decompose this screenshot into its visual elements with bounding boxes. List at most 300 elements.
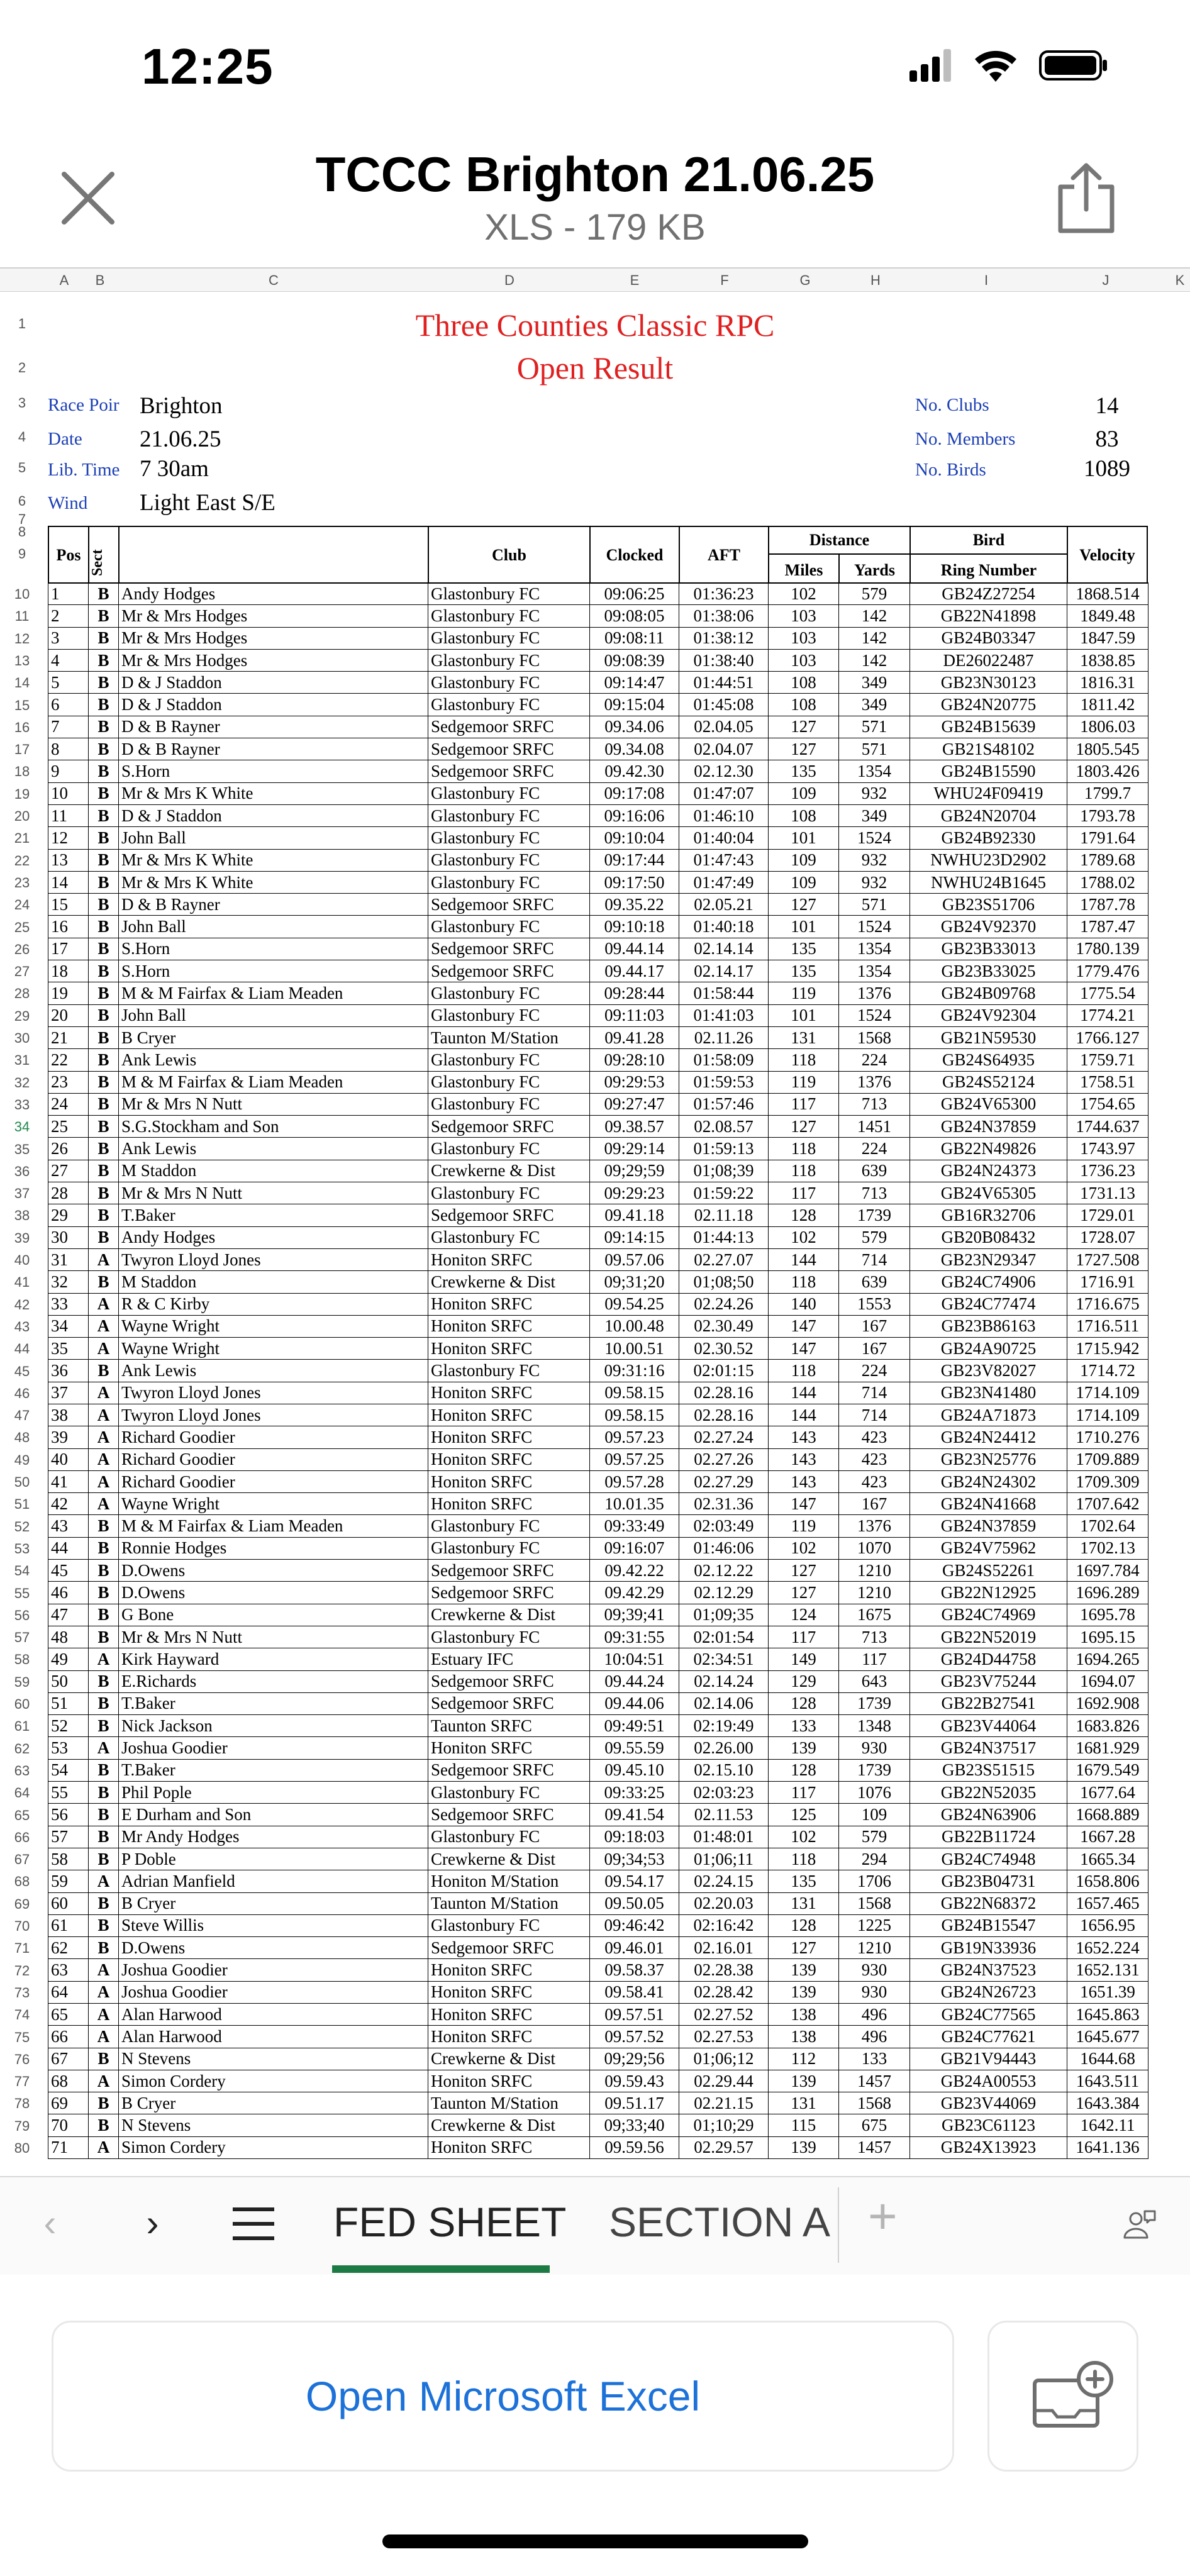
name-cell[interactable]: Andy Hodges	[119, 1226, 428, 1248]
yards-cell[interactable]: 932	[839, 871, 910, 893]
pos-cell[interactable]: 49	[48, 1648, 89, 1670]
sect-cell[interactable]: A	[89, 2004, 119, 2026]
name-cell[interactable]: Simon Cordery	[119, 2070, 428, 2092]
club-cell[interactable]: Glastonbury FC	[428, 827, 590, 849]
yards-cell[interactable]: 423	[839, 1426, 910, 1448]
row-number[interactable]: 35	[14, 1141, 30, 1157]
name-cell[interactable]: Richard Goodier	[119, 1426, 428, 1448]
clocked-cell[interactable]: 09.44.06	[590, 1692, 679, 1714]
club-cell[interactable]: Sedgemoor SRFC	[428, 1582, 590, 1604]
clocked-cell[interactable]: 09.42.22	[590, 1560, 679, 1582]
name-cell[interactable]: S.G.Stockham and Son	[119, 1116, 428, 1138]
yards-cell[interactable]: 1348	[839, 1715, 910, 1737]
name-cell[interactable]: T.Baker	[119, 1204, 428, 1226]
miles-cell[interactable]: 118	[769, 1271, 839, 1293]
miles-cell[interactable]: 117	[769, 1782, 839, 1804]
club-cell[interactable]: Sedgemoor SRFC	[428, 1804, 590, 1826]
name-cell[interactable]: D & B Rayner	[119, 738, 428, 760]
row-number[interactable]: 37	[14, 1185, 30, 1202]
name-cell[interactable]: Andy Hodges	[119, 583, 428, 605]
table-row[interactable]	[48, 1715, 1148, 1737]
name-cell[interactable]: M Staddon	[119, 1160, 428, 1182]
clocked-cell[interactable]: 09:11:03	[590, 1004, 679, 1026]
club-cell[interactable]: Honiton SRFC	[428, 1470, 590, 1492]
velocity-cell[interactable]: 1743.97	[1067, 1138, 1148, 1160]
table-row[interactable]	[48, 2048, 1148, 2070]
ring-number-cell[interactable]: GB21S48102	[910, 738, 1067, 760]
aft-cell[interactable]: 02.08.57	[679, 1116, 769, 1138]
row-number[interactable]: 11	[14, 608, 30, 625]
yards-cell[interactable]: 1210	[839, 1582, 910, 1604]
clocked-cell[interactable]: 09:16:07	[590, 1537, 679, 1559]
tab-section-a[interactable]: SECTION A	[609, 2199, 831, 2245]
table-row[interactable]	[48, 1338, 1148, 1360]
row-number[interactable]: 54	[14, 1563, 30, 1579]
table-row[interactable]	[48, 694, 1148, 716]
miles-cell[interactable]: 118	[769, 1848, 839, 1870]
miles-cell[interactable]: 103	[769, 627, 839, 649]
sect-cell[interactable]: B	[89, 1804, 119, 1826]
yards-cell[interactable]: 1354	[839, 938, 910, 960]
pos-cell[interactable]: 54	[48, 1759, 89, 1781]
aft-cell[interactable]: 02.15.10	[679, 1759, 769, 1781]
aft-cell[interactable]: 02:01:15	[679, 1360, 769, 1382]
yards-cell[interactable]: 142	[839, 627, 910, 649]
velocity-cell[interactable]: 1681.929	[1067, 1737, 1148, 1759]
miles-cell[interactable]: 135	[769, 1870, 839, 1892]
yards-cell[interactable]: 1376	[839, 1071, 910, 1093]
ring-number-cell[interactable]: NWHU23D2902	[910, 849, 1067, 871]
ring-number-cell[interactable]: GB23N41480	[910, 1382, 1067, 1404]
aft-cell[interactable]: 02.04.07	[679, 738, 769, 760]
club-cell[interactable]: Estuary IFC	[428, 1648, 590, 1670]
aft-cell[interactable]: 02.21.15	[679, 2092, 769, 2114]
aft-cell[interactable]: 02:03:23	[679, 1782, 769, 1804]
velocity-cell[interactable]: 1709.889	[1067, 1448, 1148, 1470]
name-cell[interactable]: Mr & Mrs K White	[119, 782, 428, 804]
table-row[interactable]	[48, 1182, 1148, 1204]
pos-cell[interactable]: 39	[48, 1426, 89, 1448]
club-cell[interactable]: Glastonbury FC	[428, 982, 590, 1004]
ring-number-cell[interactable]: GB24A71873	[910, 1404, 1067, 1426]
row-number[interactable]: 78	[14, 2096, 30, 2112]
table-row[interactable]	[48, 672, 1148, 694]
miles-cell[interactable]: 118	[769, 1049, 839, 1071]
miles-cell[interactable]: 128	[769, 1204, 839, 1226]
club-cell[interactable]: Honiton SRFC	[428, 1959, 590, 1981]
pos-cell[interactable]: 7	[48, 716, 89, 738]
club-cell[interactable]: Crewkerne & Dist	[428, 1848, 590, 1870]
name-cell[interactable]: M & M Fairfax & Liam Meaden	[119, 1515, 428, 1537]
sect-cell[interactable]: B	[89, 1515, 119, 1537]
row-number[interactable]: 43	[14, 1318, 30, 1335]
clocked-cell[interactable]: 09:18:03	[590, 1826, 679, 1848]
miles-cell[interactable]: 103	[769, 649, 839, 671]
pos-cell[interactable]: 29	[48, 1204, 89, 1226]
table-row[interactable]	[48, 1204, 1148, 1226]
row-number[interactable]: 14	[14, 675, 30, 691]
miles-cell[interactable]: 128	[769, 1692, 839, 1714]
aft-cell[interactable]: 02.12.30	[679, 760, 769, 782]
row-number[interactable]: 28	[14, 985, 30, 1002]
ring-number-cell[interactable]: GB19N33936	[910, 1937, 1067, 1959]
sect-cell[interactable]: B	[89, 760, 119, 782]
sect-cell[interactable]: A	[89, 1404, 119, 1426]
aft-cell[interactable]: 01:47:43	[679, 849, 769, 871]
aft-cell[interactable]: 02:03:49	[679, 1515, 769, 1537]
velocity-cell[interactable]: 1811.42	[1067, 694, 1148, 716]
row-number[interactable]: 33	[14, 1096, 30, 1113]
row-number[interactable]: 26	[14, 941, 30, 957]
row-number[interactable]: 22	[14, 852, 30, 869]
yards-cell[interactable]: 142	[839, 649, 910, 671]
aft-cell[interactable]: 01:44:13	[679, 1226, 769, 1248]
pos-cell[interactable]: 26	[48, 1138, 89, 1160]
aft-cell[interactable]: 02:16:42	[679, 1914, 769, 1936]
pos-cell[interactable]: 57	[48, 1826, 89, 1848]
club-cell[interactable]: Sedgemoor SRFC	[428, 960, 590, 982]
name-cell[interactable]: Alan Harwood	[119, 2026, 428, 2048]
row-number[interactable]: 9	[18, 546, 26, 562]
velocity-cell[interactable]: 1766.127	[1067, 1026, 1148, 1048]
sect-cell[interactable]: B	[89, 1537, 119, 1559]
pos-cell[interactable]: 37	[48, 1382, 89, 1404]
clocked-cell[interactable]: 09:27:47	[590, 1093, 679, 1115]
table-row[interactable]	[48, 1826, 1148, 1848]
aft-cell[interactable]: 02.11.53	[679, 1804, 769, 1826]
ring-number-cell[interactable]: GB21N59530	[910, 1026, 1067, 1048]
velocity-cell[interactable]: 1679.549	[1067, 1759, 1148, 1781]
ring-number-cell[interactable]: GB21V94443	[910, 2048, 1067, 2070]
velocity-cell[interactable]: 1694.07	[1067, 1670, 1148, 1692]
pos-cell[interactable]: 68	[48, 2070, 89, 2092]
sect-cell[interactable]: A	[89, 1493, 119, 1515]
menu-icon[interactable]	[233, 2207, 274, 2243]
name-cell[interactable]: Simon Cordery	[119, 2136, 428, 2158]
ring-number-cell[interactable]: GB23V44069	[910, 2092, 1067, 2114]
ring-number-cell[interactable]: GB24A90725	[910, 1338, 1067, 1360]
velocity-cell[interactable]: 1652.131	[1067, 1959, 1148, 1981]
miles-cell[interactable]: 101	[769, 1004, 839, 1026]
miles-cell[interactable]: 143	[769, 1470, 839, 1492]
clocked-cell[interactable]: 10:04:51	[590, 1648, 679, 1670]
sect-cell[interactable]: B	[89, 960, 119, 982]
aft-cell[interactable]: 01;08;39	[679, 1160, 769, 1182]
club-cell[interactable]: Honiton SRFC	[428, 1737, 590, 1759]
yards-cell[interactable]: 1451	[839, 1116, 910, 1138]
sect-cell[interactable]: B	[89, 1626, 119, 1648]
miles-cell[interactable]: 147	[769, 1493, 839, 1515]
row-number[interactable]: 8	[18, 524, 26, 540]
aft-cell[interactable]: 01:38:06	[679, 605, 769, 627]
clocked-cell[interactable]: 09:29:53	[590, 1071, 679, 1093]
miles-cell[interactable]: 117	[769, 1626, 839, 1648]
aft-cell[interactable]: 02.24.15	[679, 1870, 769, 1892]
aft-cell[interactable]: 01;06;11	[679, 1848, 769, 1870]
sect-cell[interactable]: A	[89, 2136, 119, 2158]
clocked-cell[interactable]: 09:08:39	[590, 649, 679, 671]
miles-cell[interactable]: 115	[769, 2114, 839, 2136]
ring-number-cell[interactable]: GB24N24373	[910, 1160, 1067, 1182]
ring-number-cell[interactable]: GB23B33013	[910, 938, 1067, 960]
row-number[interactable]: 51	[14, 1496, 30, 1513]
velocity-cell[interactable]: 1651.39	[1067, 1981, 1148, 2003]
velocity-cell[interactable]: 1714.109	[1067, 1382, 1148, 1404]
clocked-cell[interactable]: 09:10:04	[590, 827, 679, 849]
aft-cell[interactable]: 01:46:06	[679, 1537, 769, 1559]
ring-number-cell[interactable]: GB24N24412	[910, 1426, 1067, 1448]
club-cell[interactable]: Glastonbury FC	[428, 627, 590, 649]
column-header[interactable]: F	[720, 272, 729, 288]
ring-number-cell[interactable]: GB23C61123	[910, 2114, 1067, 2136]
miles-cell[interactable]: 128	[769, 1914, 839, 1936]
yards-cell[interactable]: 643	[839, 1670, 910, 1692]
velocity-cell[interactable]: 1645.863	[1067, 2004, 1148, 2026]
miles-cell[interactable]: 127	[769, 716, 839, 738]
sect-cell[interactable]: B	[89, 1204, 119, 1226]
club-cell[interactable]: Sedgemoor SRFC	[428, 1116, 590, 1138]
name-cell[interactable]: Joshua Goodier	[119, 1981, 428, 2003]
club-cell[interactable]: Honiton SRFC	[428, 1293, 590, 1315]
yards-cell[interactable]: 349	[839, 672, 910, 694]
miles-cell[interactable]: 119	[769, 1515, 839, 1537]
miles-cell[interactable]: 125	[769, 1804, 839, 1826]
sect-cell[interactable]: B	[89, 1271, 119, 1293]
aft-cell[interactable]: 02.29.44	[679, 2070, 769, 2092]
column-header[interactable]: G	[799, 272, 811, 288]
table-row[interactable]	[48, 916, 1148, 938]
pos-cell[interactable]: 32	[48, 1271, 89, 1293]
aft-cell[interactable]: 01:47:49	[679, 871, 769, 893]
row-number[interactable]: 42	[14, 1296, 30, 1313]
velocity-cell[interactable]: 1789.68	[1067, 849, 1148, 871]
club-cell[interactable]: Glastonbury FC	[428, 649, 590, 671]
name-cell[interactable]: Phil Pople	[119, 1782, 428, 1804]
table-row[interactable]	[48, 583, 1148, 605]
table-row[interactable]	[48, 1160, 1148, 1182]
miles-cell[interactable]: 139	[769, 1737, 839, 1759]
add-sheet-button[interactable]: +	[868, 2188, 898, 2244]
row-number[interactable]: 2	[18, 360, 26, 375]
sect-cell[interactable]: A	[89, 1470, 119, 1492]
table-row[interactable]	[48, 1026, 1148, 1048]
name-cell[interactable]: Wayne Wright	[119, 1338, 428, 1360]
aft-cell[interactable]: 01:44:51	[679, 672, 769, 694]
ring-number-cell[interactable]: GB23N29347	[910, 1248, 1067, 1270]
sect-cell[interactable]: B	[89, 827, 119, 849]
yards-cell[interactable]: 639	[839, 1271, 910, 1293]
yards-cell[interactable]: 133	[839, 2048, 910, 2070]
row-number[interactable]: 79	[14, 2118, 30, 2134]
velocity-cell[interactable]: 1709.309	[1067, 1470, 1148, 1492]
table-row[interactable]	[48, 1981, 1148, 2003]
name-cell[interactable]: Adrian Manfield	[119, 1870, 428, 1892]
aft-cell[interactable]: 02.11.18	[679, 1204, 769, 1226]
yards-cell[interactable]: 675	[839, 2114, 910, 2136]
pos-cell[interactable]: 40	[48, 1448, 89, 1470]
aft-cell[interactable]: 02.26.00	[679, 1737, 769, 1759]
pos-cell[interactable]: 21	[48, 1026, 89, 1048]
clocked-cell[interactable]: 09.44.14	[590, 938, 679, 960]
club-cell[interactable]: Glastonbury FC	[428, 1049, 590, 1071]
pos-cell[interactable]: 62	[48, 1937, 89, 1959]
name-cell[interactable]: John Ball	[119, 916, 428, 938]
clocked-cell[interactable]: 09:33:25	[590, 1782, 679, 1804]
table-row[interactable]	[48, 649, 1148, 671]
sect-cell[interactable]: A	[89, 1338, 119, 1360]
yards-cell[interactable]: 571	[839, 894, 910, 916]
sect-cell[interactable]: B	[89, 1759, 119, 1781]
club-cell[interactable]: Glastonbury FC	[428, 1360, 590, 1382]
miles-cell[interactable]: 138	[769, 2004, 839, 2026]
velocity-cell[interactable]: 1731.13	[1067, 1182, 1148, 1204]
velocity-cell[interactable]: 1657.465	[1067, 1892, 1148, 1914]
velocity-cell[interactable]: 1727.508	[1067, 1248, 1148, 1270]
velocity-cell[interactable]: 1715.942	[1067, 1338, 1148, 1360]
name-cell[interactable]: Mr & Mrs K White	[119, 871, 428, 893]
velocity-cell[interactable]: 1695.78	[1067, 1604, 1148, 1626]
name-cell[interactable]: Ank Lewis	[119, 1360, 428, 1382]
miles-cell[interactable]: 139	[769, 1959, 839, 1981]
sect-cell[interactable]: B	[89, 1892, 119, 1914]
table-row[interactable]	[48, 1670, 1148, 1692]
yards-cell[interactable]: 1376	[839, 982, 910, 1004]
name-cell[interactable]: Mr & Mrs N Nutt	[119, 1182, 428, 1204]
ring-number-cell[interactable]: GB22N12925	[910, 1582, 1067, 1604]
sect-cell[interactable]: B	[89, 1004, 119, 1026]
ring-number-cell[interactable]: GB24N37859	[910, 1515, 1067, 1537]
club-cell[interactable]: Crewkerne & Dist	[428, 1271, 590, 1293]
club-cell[interactable]: Sedgemoor SRFC	[428, 1937, 590, 1959]
yards-cell[interactable]: 1524	[839, 827, 910, 849]
club-cell[interactable]: Glastonbury FC	[428, 672, 590, 694]
table-row[interactable]	[48, 2136, 1148, 2158]
yards-cell[interactable]: 1354	[839, 760, 910, 782]
pos-cell[interactable]: 4	[48, 649, 89, 671]
name-cell[interactable]: Richard Goodier	[119, 1448, 428, 1470]
velocity-cell[interactable]: 1643.511	[1067, 2070, 1148, 2092]
yards-cell[interactable]: 571	[839, 738, 910, 760]
ring-number-cell[interactable]: GB24V65305	[910, 1182, 1067, 1204]
club-cell[interactable]: Glastonbury FC	[428, 849, 590, 871]
ring-number-cell[interactable]: GB24N63906	[910, 1804, 1067, 1826]
table-row[interactable]	[48, 894, 1148, 916]
column-header[interactable]: J	[1102, 272, 1109, 288]
table-row[interactable]	[48, 938, 1148, 960]
aft-cell[interactable]: 01:46:10	[679, 804, 769, 826]
miles-cell[interactable]: 108	[769, 804, 839, 826]
ring-number-cell[interactable]: GB24B03347	[910, 627, 1067, 649]
velocity-cell[interactable]: 1694.265	[1067, 1648, 1148, 1670]
name-cell[interactable]: Joshua Goodier	[119, 1737, 428, 1759]
yards-cell[interactable]: 117	[839, 1648, 910, 1670]
sect-cell[interactable]: B	[89, 1071, 119, 1093]
aft-cell[interactable]: 02.27.07	[679, 1248, 769, 1270]
miles-cell[interactable]: 144	[769, 1248, 839, 1270]
miles-cell[interactable]: 127	[769, 738, 839, 760]
aft-cell[interactable]: 01;09;35	[679, 1604, 769, 1626]
ring-number-cell[interactable]: GB24B09768	[910, 982, 1067, 1004]
clocked-cell[interactable]: 09:17:44	[590, 849, 679, 871]
clocked-cell[interactable]: 09.57.51	[590, 2004, 679, 2026]
ring-number-cell[interactable]: GB16R32706	[910, 1204, 1067, 1226]
table-row[interactable]	[48, 804, 1148, 826]
table-row[interactable]	[48, 1914, 1148, 1936]
clocked-cell[interactable]: 09.59.43	[590, 2070, 679, 2092]
ring-number-cell[interactable]: GB24C77621	[910, 2026, 1067, 2048]
club-cell[interactable]: Glastonbury FC	[428, 782, 590, 804]
aft-cell[interactable]: 02.14.17	[679, 960, 769, 982]
sect-cell[interactable]: B	[89, 2092, 119, 2114]
table-row[interactable]	[48, 782, 1148, 804]
yards-cell[interactable]: 713	[839, 1626, 910, 1648]
pos-cell[interactable]: 51	[48, 1692, 89, 1714]
sect-cell[interactable]: B	[89, 938, 119, 960]
name-cell[interactable]: R & C Kirby	[119, 1293, 428, 1315]
pos-cell[interactable]: 38	[48, 1404, 89, 1426]
row-number[interactable]: 55	[14, 1585, 30, 1601]
velocity-cell[interactable]: 1788.02	[1067, 871, 1148, 893]
club-cell[interactable]: Glastonbury FC	[428, 916, 590, 938]
row-number[interactable]: 30	[14, 1030, 30, 1046]
clocked-cell[interactable]: 09:28:10	[590, 1049, 679, 1071]
name-cell[interactable]: N Stevens	[119, 2048, 428, 2070]
clocked-cell[interactable]: 09.46.01	[590, 1937, 679, 1959]
pos-cell[interactable]: 8	[48, 738, 89, 760]
yards-cell[interactable]: 294	[839, 1848, 910, 1870]
name-cell[interactable]: D.Owens	[119, 1560, 428, 1582]
pos-cell[interactable]: 43	[48, 1515, 89, 1537]
ring-number-cell[interactable]: DE26022487	[910, 649, 1067, 671]
name-cell[interactable]: Mr & Mrs K White	[119, 849, 428, 871]
row-number[interactable]: 52	[14, 1518, 30, 1535]
club-cell[interactable]: Honiton SRFC	[428, 2004, 590, 2026]
sect-cell[interactable]: B	[89, 916, 119, 938]
name-cell[interactable]: S.Horn	[119, 760, 428, 782]
aft-cell[interactable]: 01:59:22	[679, 1182, 769, 1204]
miles-cell[interactable]: 135	[769, 960, 839, 982]
velocity-cell[interactable]: 1758.51	[1067, 1071, 1148, 1093]
ring-number-cell[interactable]: GB23V82027	[910, 1360, 1067, 1382]
miles-cell[interactable]: 149	[769, 1648, 839, 1670]
clocked-cell[interactable]: 09.45.10	[590, 1759, 679, 1781]
pos-cell[interactable]: 53	[48, 1737, 89, 1759]
clocked-cell[interactable]: 09.58.15	[590, 1404, 679, 1426]
sect-cell[interactable]: B	[89, 1226, 119, 1248]
miles-cell[interactable]: 127	[769, 1937, 839, 1959]
name-cell[interactable]: Steve Willis	[119, 1914, 428, 1936]
row-number[interactable]: 71	[14, 1940, 30, 1957]
clocked-cell[interactable]: 09:17:50	[590, 871, 679, 893]
miles-cell[interactable]: 144	[769, 1404, 839, 1426]
ring-number-cell[interactable]: GB23S51515	[910, 1759, 1067, 1781]
table-row[interactable]	[48, 1560, 1148, 1582]
sect-cell[interactable]: B	[89, 649, 119, 671]
row-number[interactable]: 27	[14, 963, 30, 980]
club-cell[interactable]: Glastonbury FC	[428, 605, 590, 627]
pos-cell[interactable]: 47	[48, 1604, 89, 1626]
clocked-cell[interactable]: 09.57.52	[590, 2026, 679, 2048]
clocked-cell[interactable]: 09.41.28	[590, 1026, 679, 1048]
velocity-cell[interactable]: 1714.72	[1067, 1360, 1148, 1382]
pos-cell[interactable]: 30	[48, 1226, 89, 1248]
row-number[interactable]: 38	[14, 1208, 30, 1224]
velocity-cell[interactable]: 1759.71	[1067, 1049, 1148, 1071]
pos-cell[interactable]: 63	[48, 1959, 89, 1981]
yards-cell[interactable]: 1210	[839, 1937, 910, 1959]
yards-cell[interactable]: 930	[839, 1981, 910, 2003]
club-cell[interactable]: Honiton SRFC	[428, 1338, 590, 1360]
